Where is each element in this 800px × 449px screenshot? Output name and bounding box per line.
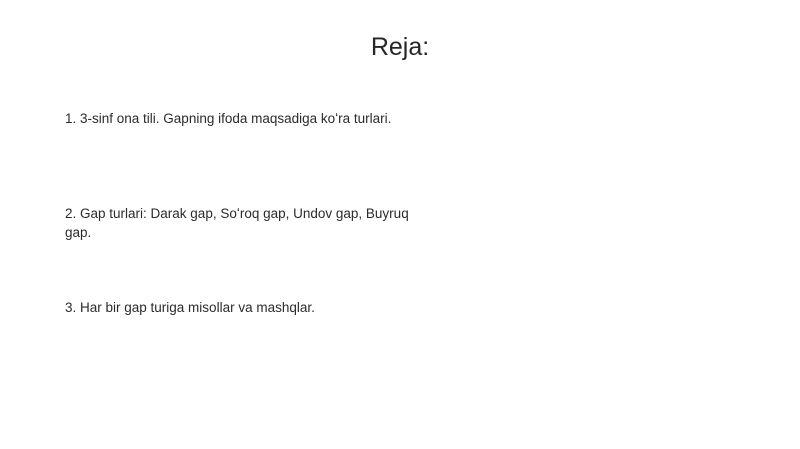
slide-title: Reja: — [370, 33, 430, 61]
plan-item-3: 3. Har bir gap turiga misollar va mashqlar. — [65, 300, 315, 315]
plan-item-1: 1. 3-sinf ona tili. Gapning ifoda maqsadiga koʻra turlari. — [65, 111, 392, 126]
plan-item-2: 2. Gap turlari: Darak gap, Soʻroq gap, Undov gap, Buyruq gap. — [65, 206, 409, 240]
